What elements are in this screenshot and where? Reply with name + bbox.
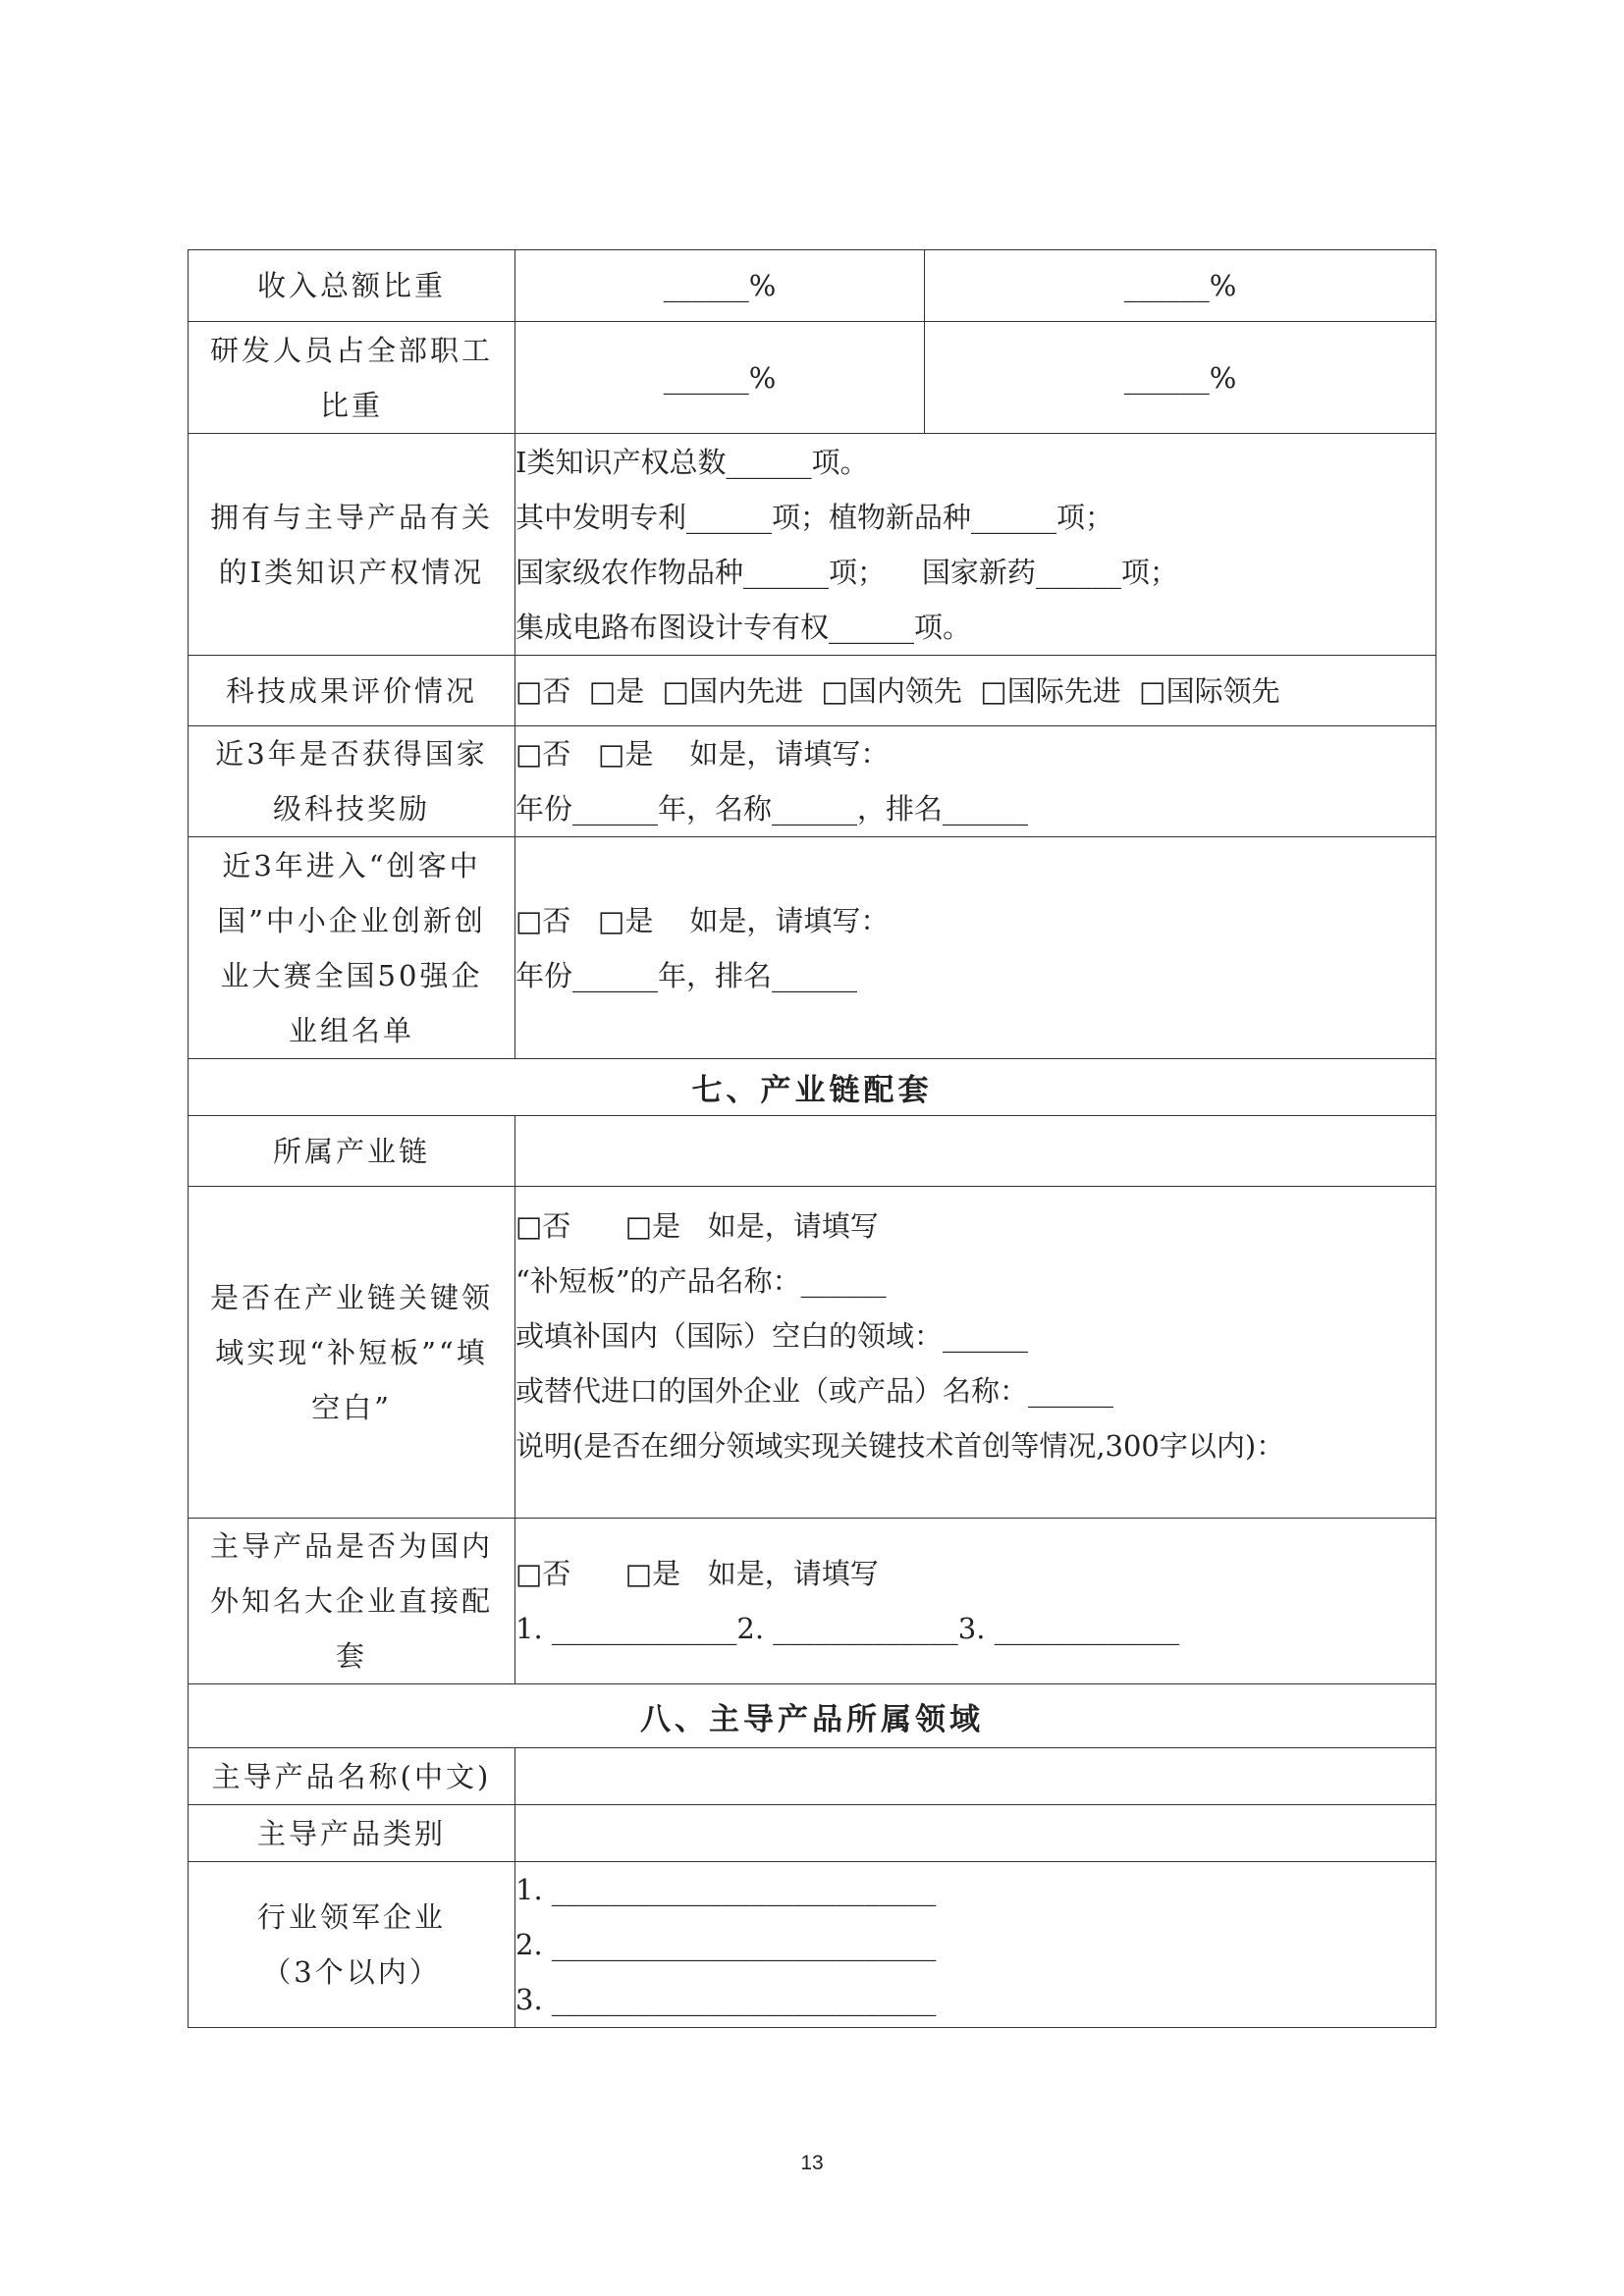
leaders-row [189, 1862, 1436, 2028]
gap-filling-row [189, 1187, 1436, 1519]
industry-chain-label: 所属产业链 [189, 1116, 515, 1187]
leaders-value[interactable]: 1. ___________________________ 2. ___________________________ 3. ___________________________ [515, 1862, 1436, 2028]
supplier-label: 主导产品是否为国内 外知名大企业直接配 套 [189, 1519, 515, 1684]
section7-title: 七、产业链配套 [189, 1059, 1436, 1116]
industry-chain-input[interactable] [515, 1116, 1436, 1187]
application-form [188, 249, 1435, 2028]
national-award-row [189, 726, 1436, 837]
income-ratio-row [189, 250, 1436, 322]
evaluation-row [189, 656, 1436, 726]
product-category-input[interactable] [515, 1805, 1436, 1862]
industry-chain-row [189, 1116, 1436, 1187]
supplier-row [189, 1519, 1436, 1684]
maker-china-row [189, 837, 1436, 1059]
rd-staff-ratio-label: 研发人员占全部职工 比重 [189, 322, 515, 434]
ip-value[interactable]: Ⅰ类知识产权总数______项。 其中发明专利______项；植物新品种______项； 国家级农作物品种______项； 国家新药______项； 集成电路布图设计专有权______项。 [515, 434, 1436, 656]
maker-china-value[interactable]: □否 □是 如是，请填写： 年份______年，排名______ [515, 837, 1436, 1059]
section7-row [189, 1059, 1436, 1116]
rd-staff-ratio-col2[interactable]: ______% [925, 322, 1436, 434]
product-name-label: 主导产品名称(中文) [189, 1748, 515, 1805]
national-award-label: 近3年是否获得国家 级科技奖励 [189, 726, 515, 837]
income-ratio-col2[interactable]: ______% [925, 250, 1436, 322]
maker-china-label: 近3年进入“创客中 国”中小企业创新创 业大赛全国50强企 业组名单 [189, 837, 515, 1059]
product-category-label: 主导产品类别 [189, 1805, 515, 1862]
income-ratio-col1[interactable]: ______% [515, 250, 925, 322]
evaluation-label: 科技成果评价情况 [189, 656, 515, 726]
leaders-label: 行业领军企业 （3个以内） [189, 1862, 515, 2028]
page-number: 13 [800, 2152, 824, 2174]
national-award-value[interactable]: □否 □是 如是，请填写： 年份______年，名称______，排名______ [515, 726, 1436, 837]
evaluation-options[interactable]: □否 □是 □国内先进 □国内领先 □国际先进 □国际领先 [515, 656, 1436, 726]
rd-staff-ratio-col1[interactable]: ______% [515, 322, 925, 434]
product-name-input[interactable] [515, 1748, 1436, 1805]
gap-filling-label: 是否在产业链关键领 域实现“补短板”“填 空白” [189, 1187, 515, 1519]
gap-filling-value[interactable]: □否 □是 如是，请填写 “补短板”的产品名称：______ 或填补国内（国际）空白的领域：______ 或替代进口的国外企业（或产品）名称：______ 说明(是否在细分领域实现关键技术首创等情况,300字以内)： [515, 1187, 1436, 1519]
supplier-value[interactable]: □否 □是 如是，请填写 1. _____________2. _____________3. _____________ [515, 1519, 1436, 1684]
ip-row [189, 434, 1436, 656]
income-ratio-label: 收入总额比重 [189, 250, 515, 322]
rd-staff-ratio-row [189, 322, 1436, 434]
form-table [188, 249, 1436, 2028]
product-name-row [189, 1748, 1436, 1805]
ip-label: 拥有与主导产品有关 的Ⅰ类知识产权情况 [189, 434, 515, 656]
product-category-row [189, 1805, 1436, 1862]
section8-row [189, 1684, 1436, 1748]
section8-title: 八、主导产品所属领域 [189, 1684, 1436, 1748]
